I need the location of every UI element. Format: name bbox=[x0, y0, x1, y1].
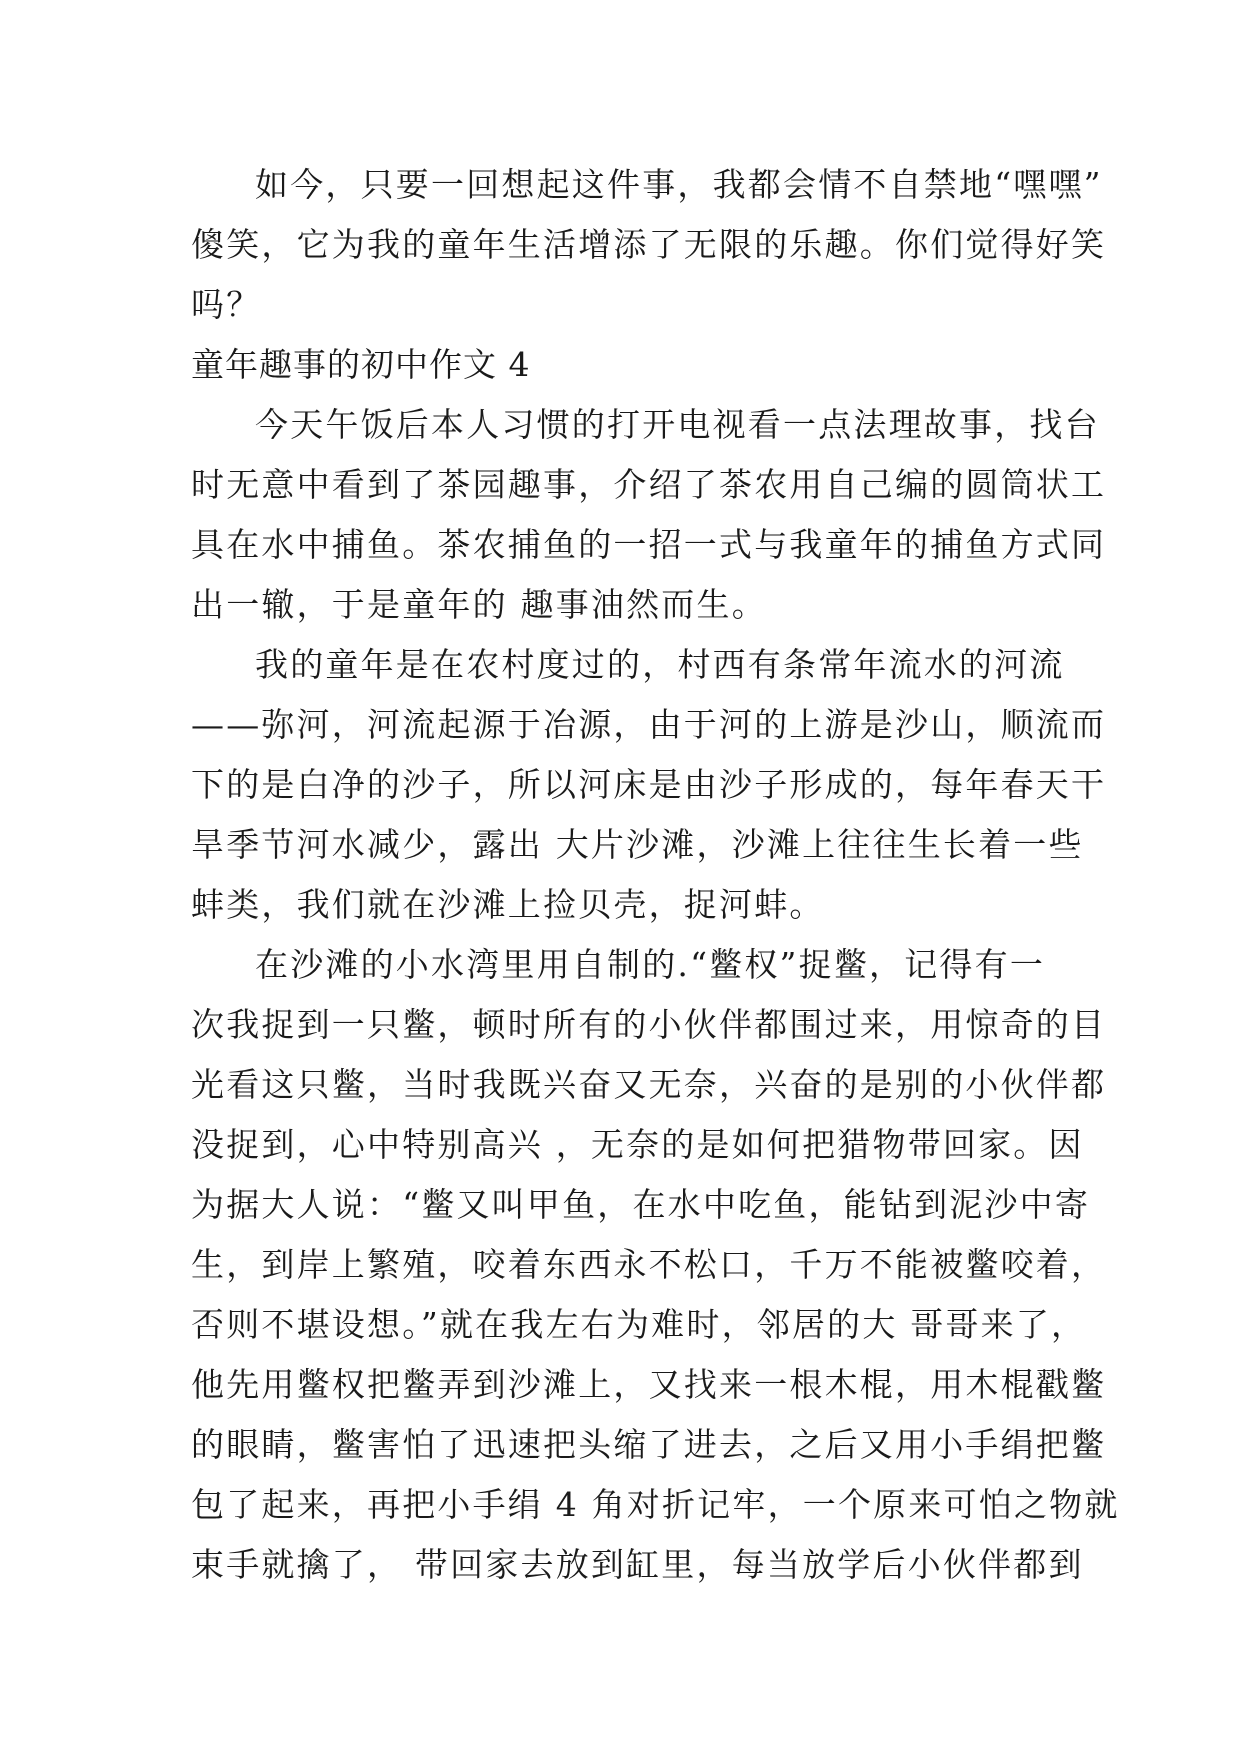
text-line: 蚌类，我们就在沙滩上捡贝壳，捉河蚌。 bbox=[191, 885, 825, 924]
text-line: 今天午饭后本人习惯的打开电视看一点法理故事，找台 bbox=[255, 405, 1100, 444]
text-line: 傻笑，它为我的童年生活增添了无限的乐趣。你们觉得好笑 bbox=[191, 225, 1107, 264]
paragraph-1 bbox=[191, 155, 1107, 335]
text-line: 出一辙，于是童年的 趣事油然而生。 bbox=[191, 585, 767, 624]
text-line: 他先用鳖权把鳖弄到沙滩上，又找来一根木棍，用木棍戳鳖 bbox=[191, 1365, 1107, 1404]
text-line: 生，到岸上繁殖，咬着东西永不松口，千万不能被鳖咬着， bbox=[191, 1245, 1107, 1284]
paragraph-3 bbox=[191, 635, 1107, 935]
text-line: 没捉到，心中特别高兴 ，无奈的是如何把猎物带回家。因 bbox=[191, 1125, 1084, 1164]
text-line: 我的童年是在农村度过的，村西有条常年流水的河流 bbox=[255, 645, 1065, 684]
text-line: 光看这只鳖，当时我既兴奋又无奈，兴奋的是别的小伙伴都 bbox=[191, 1065, 1107, 1104]
text-line: 时无意中看到了茶园趣事，介绍了茶农用自己编的圆筒状工 bbox=[191, 465, 1107, 504]
text-line: 束手就擒了， 带回家去放到缸里，每当放学后小伙伴都到 bbox=[191, 1545, 1084, 1584]
text-line: 包了起来，再把小手绢 4 角对折记牢，一个原来可怕之物就 bbox=[191, 1485, 1120, 1524]
text-line: 否则不堪设想。”就在我左右为难时，邻居的大 哥哥来了， bbox=[191, 1305, 1087, 1344]
text-line: 下的是白净的沙子，所以河床是由沙子形成的，每年春天干 bbox=[191, 765, 1107, 804]
section-heading bbox=[191, 335, 1051, 395]
text-line: 次我捉到一只鳖，顿时所有的小伙伴都围过来，用惊奇的目 bbox=[191, 1005, 1107, 1044]
text-line: 吗？ bbox=[191, 285, 262, 324]
text-line: 在沙滩的小水湾里用自制的.“鳖权”捉鳖，记得有一 bbox=[255, 945, 1046, 984]
paragraph-4 bbox=[191, 935, 1120, 1595]
text-line: 的眼睛，鳖害怕了迅速把头缩了进去，之后又用小手绢把鳖 bbox=[191, 1425, 1107, 1464]
paragraph-2 bbox=[191, 395, 1107, 635]
text-line: 如今，只要一回想起这件事，我都会情不自禁地“嘿嘿” bbox=[255, 165, 1103, 204]
text-line: 具在水中捕鱼。茶农捕鱼的一招一式与我童年的捕鱼方式同 bbox=[191, 525, 1107, 564]
text-line: 为据大人说：“鳖又叫甲鱼，在水中吃鱼，能钻到泥沙中寄 bbox=[191, 1185, 1091, 1224]
heading-text: 童年趣事的初中作文 4 bbox=[191, 345, 531, 384]
document-content bbox=[191, 155, 1120, 1595]
text-line: 旱季节河水减少，露出 大片沙滩，沙滩上往往生长着一些 bbox=[191, 825, 1084, 864]
text-line: ——弥河，河流起源于冶源，由于河的上游是沙山，顺流而 bbox=[191, 705, 1107, 744]
